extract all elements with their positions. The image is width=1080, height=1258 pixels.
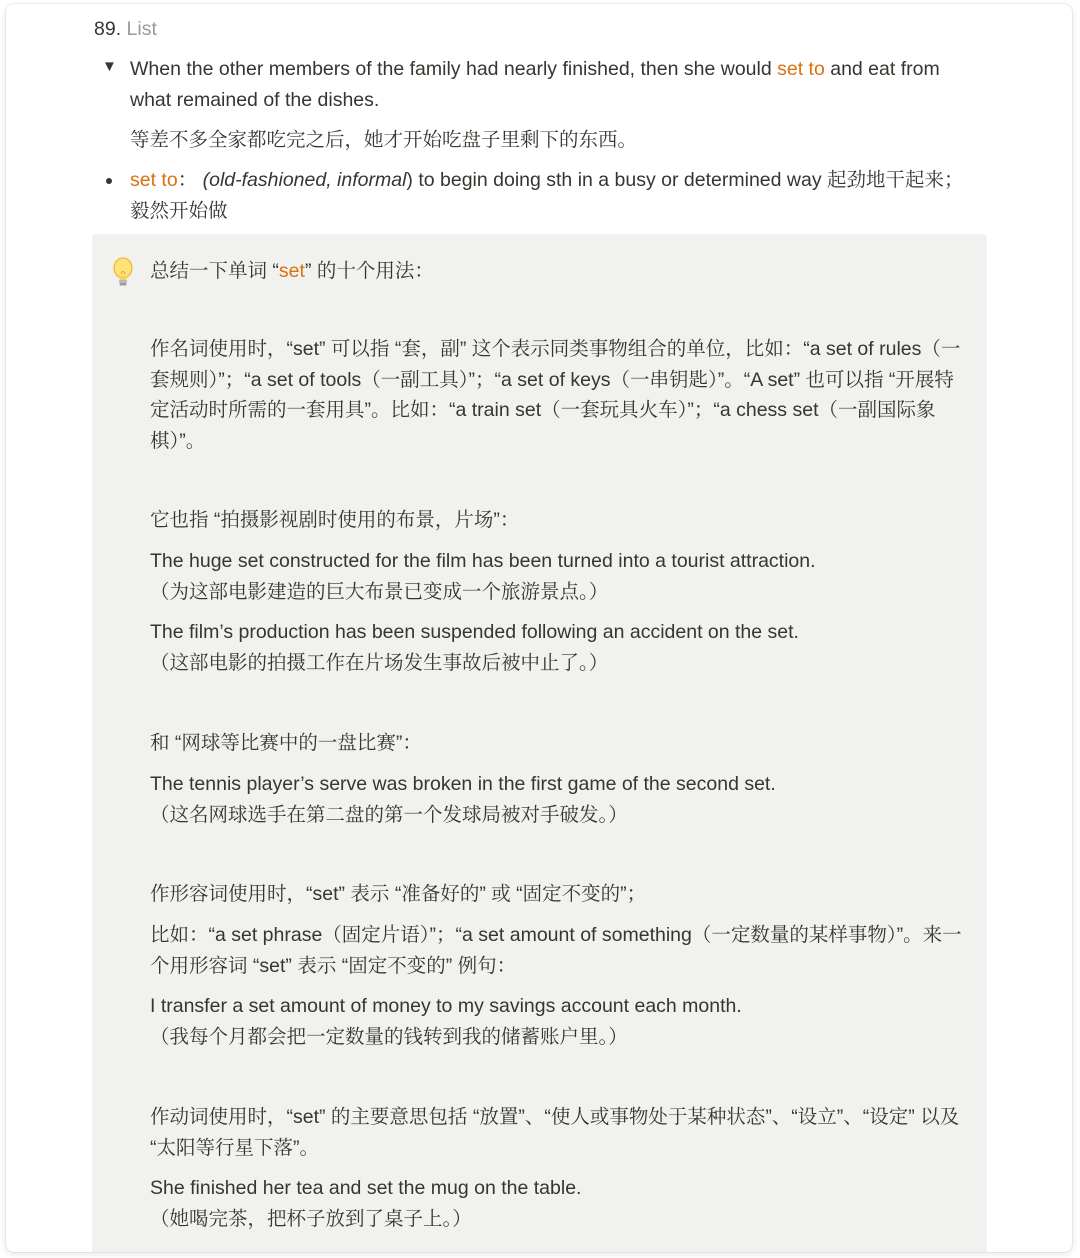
bullet-separator: ： <box>177 169 203 191</box>
bullet-register: old-fashioned, informal <box>209 169 407 191</box>
example-3-zh: （这名网球选手在第二盘的第一个发球局被对手破发。） <box>150 803 628 826</box>
example-4 <box>150 991 970 1052</box>
callout-title-before: 总结一下单词 “ <box>150 260 279 282</box>
callout-adjective-examples: 比如：“a set phrase（固定片语）”；“a set amount of something（一定数量的某样事物）”。来一个用形容词 “set” 表示 “固定不变的” 例句： <box>150 924 962 977</box>
callout-adjective-paragraph: 作形容词使用时，“set” 表示 “准备好的” 或 “固定不变的”； <box>150 883 647 905</box>
list-heading <box>94 14 157 44</box>
example-1-en: The huge set constructed for the film has been turned into a tourist attraction. <box>150 550 816 572</box>
bullet-definition: to begin doing sth in a busy or determined way 起劲地干起来；毅然开始做 <box>130 169 964 222</box>
toggle-text-after: and eat from what remained of the dishes. <box>130 58 940 111</box>
example-1-zh: （为这部电影建造的巨大布景已变成一个旅游景点。） <box>150 580 609 603</box>
callout-block <box>92 234 987 1252</box>
callout-title-highlight: set <box>278 260 305 282</box>
callout-verb-paragraph: 作动词使用时，“set” 的主要意思包括 “放置”、“使人或事物处于某种状态”、“设立”、“设定” 以及 “太阳等行星下落”。 <box>150 1106 960 1159</box>
list-label: List <box>126 18 157 40</box>
translation-text: 等差不多全家都吃完之后，她才开始吃盘子里剩下的东西。 <box>130 129 638 151</box>
page-frame <box>6 4 1072 1252</box>
toggle-highlight: set to <box>777 58 825 80</box>
example-1 <box>150 546 970 607</box>
bullet-term: set to <box>130 169 178 191</box>
example-3-en: The tennis player’s serve was broken in the first game of the second set. <box>150 773 776 795</box>
callout-set-paragraph: 它也指 “拍摄影视剧时使用的布景，片场”： <box>150 509 520 531</box>
callout-title-after: ” 的十个用法： <box>304 260 434 282</box>
example-5-en: She finished her tea and set the mug on the table. <box>150 1177 582 1199</box>
list-number: 89. <box>94 18 122 40</box>
bullet-text <box>130 165 982 226</box>
callout-tennis-paragraph: 和 “网球等比赛中的一盘比赛”： <box>150 732 422 754</box>
lightbulb-icon <box>110 256 136 288</box>
example-5 <box>150 1173 970 1234</box>
toggle-text-before: When the other members of the family had nearly finished, then she would <box>130 58 778 80</box>
callout-noun-paragraph: 作名词使用时，“set” 可以指 “套，副” 这个表示同类事物组合的单位，比如：“a set of rules（一套规则）”；“a set of tools（一副工具）”；“a set of keys（一串钥匙）”。“A set” 也可以指 “开展特定活动时所需的一套用具”。比如：“a train set（一套玩具火车）”；“a chess set（一副国际象棋）”。 <box>150 338 961 452</box>
example-2 <box>150 617 970 678</box>
notion-page <box>6 4 1072 1252</box>
example-4-en: I transfer a set amount of money to my savings account each month. <box>150 995 742 1017</box>
example-3 <box>150 769 970 830</box>
example-2-zh: （这部电影的拍摄工作在片场发生事故后被中止了。） <box>150 651 609 674</box>
bullet-paren-close: ) <box>406 169 413 191</box>
example-2-en: The film’s production has been suspended following an accident on the set. <box>150 621 799 643</box>
callout-title <box>150 256 970 287</box>
example-5-zh: （她喝完茶，把杯子放到了桌子上。） <box>150 1207 472 1230</box>
bullet-dot-icon <box>106 178 112 184</box>
bullet-paren-open: ( <box>202 169 210 191</box>
toggle-text <box>130 54 980 115</box>
example-4-zh: （我每个月都会把一定数量的钱转到我的储蓄账户里。） <box>150 1025 628 1048</box>
triangle-down-icon[interactable]: ▼ <box>102 58 117 75</box>
